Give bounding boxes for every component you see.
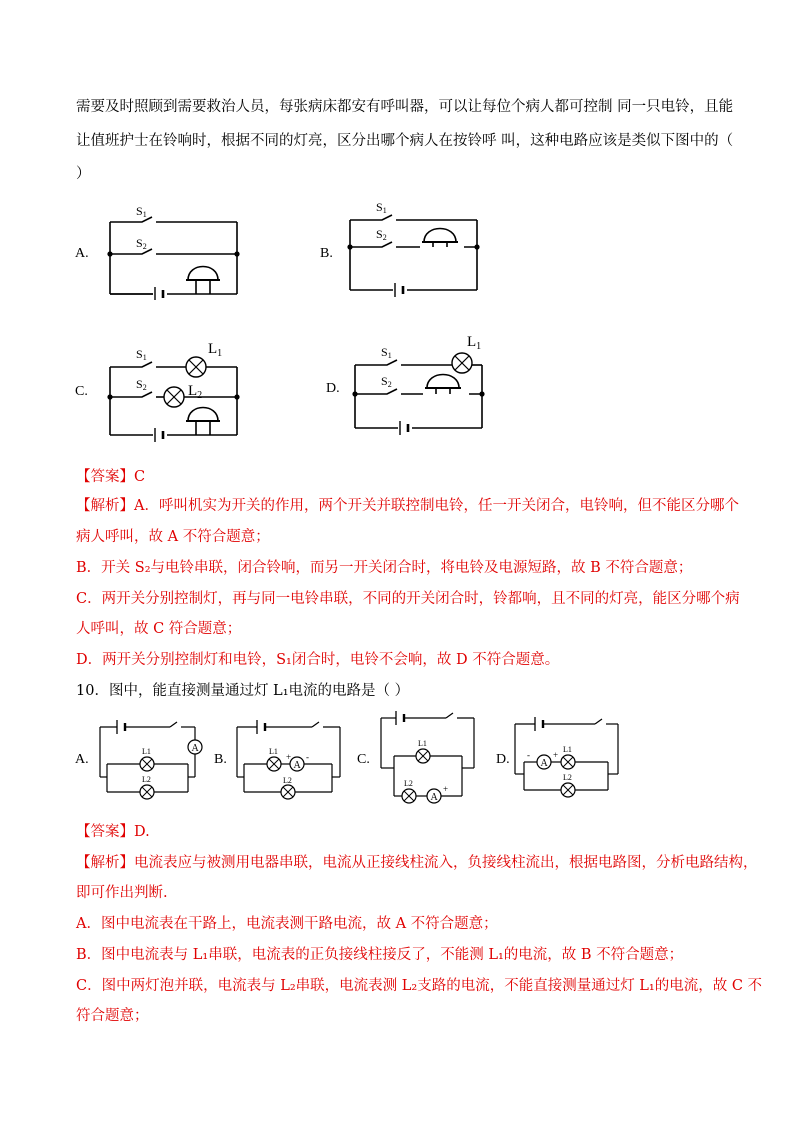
option-label-a: A. [75, 752, 89, 767]
option-label-a: A. [75, 246, 89, 261]
lamp-l2-label: L2 [404, 779, 413, 788]
ammeter-label: A [430, 792, 438, 803]
minus-terminal: - [527, 750, 530, 760]
analysis-line: B．开关 S₂与电铃串联，闭合铃响，而另一开关闭合时，将电铃及电源短路，故 B 不符合题意； [76, 560, 693, 576]
lamp-l2-label: L2 [563, 773, 572, 782]
option-label-b: B. [214, 752, 227, 767]
option-label-d: D. [326, 381, 340, 396]
circuit-diagram-b [340, 195, 490, 300]
ammeter-label: A [293, 760, 301, 771]
circuit-diagram-10a [95, 712, 215, 812]
circuit-diagram-a [100, 200, 250, 300]
analysis-line: 符合题意； [76, 1008, 149, 1024]
analysis-line: 病人呼叫，故 A 不符合题意； [76, 529, 270, 545]
circuit-diagram-10c [376, 706, 486, 811]
plus-terminal: + [553, 750, 559, 760]
plus-terminal: + [286, 752, 292, 762]
circuit-diagram-c [100, 335, 250, 445]
answer-text: 【答案】D. [76, 824, 150, 840]
analysis-line: D．两开关分别控制灯和电铃，S₁闭合时，电铃不会响，故 D 不符合题意。 [76, 652, 560, 668]
analysis-line: 人呼叫，故 C 符合题意； [76, 621, 242, 637]
option-label-c: C. [357, 752, 370, 767]
lamp-l2-label: L2 [142, 775, 151, 784]
circuit-diagram-d [345, 330, 495, 440]
option-label-d: D. [496, 752, 510, 767]
analysis-line: A．图中电流表在干路上，电流表测干路电流，故 A 不符合题意； [76, 916, 498, 932]
question-text-line: 需要及时照顾到需要救治人员，每张病床都安有呼叫器，可以让每位个病人都可控制 同一只电铃，且能 [76, 99, 734, 115]
lamp-l1-label: L1 [142, 747, 151, 756]
switch-s1-label: S1 [381, 345, 392, 360]
question-text-line: 让值班护士在铃响时，根据不同的灯亮，区分出哪个病人在按铃呼 叫，这种电路应该是类似下图中的（ [76, 133, 734, 149]
analysis-line: 【解析】电流表应与被测用电器串联，电流从正接线柱流入，负接线柱流出，根据电路图，分析电路结构， [76, 855, 758, 871]
plus-terminal: + [443, 784, 449, 794]
ammeter-label: A [191, 743, 199, 754]
switch-s2-label: S2 [381, 374, 392, 389]
question-10-text: 10．图中，能直接测量通过灯 L₁电流的电路是（ ） [76, 683, 410, 699]
lamp-l1-label: $L_1$ [208, 341, 223, 359]
question-text-line: ） [76, 166, 91, 182]
switch-s2-label: S2 [136, 377, 147, 392]
switch-s1-label: S1 [136, 204, 147, 219]
answer-text: 【答案】C [76, 469, 146, 485]
lamp-l1-label: L1 [563, 745, 572, 754]
lamp-l2-label: $L_2$ [188, 383, 203, 401]
analysis-line: B．图中电流表与 L₁串联，电流表的正负接线柱接反了，不能测 L₁的电流，故 B 不符合题意； [76, 947, 684, 963]
lamp-l1-label: $L_1$ [467, 334, 482, 352]
lamp-l1-label: L1 [269, 747, 278, 756]
lamp-l1-label: L1 [418, 739, 427, 748]
analysis-line: C．图中两灯泡并联，电流表与 L₂串联，电流表测 L₂支路的电流，不能直接测量通过灯 L₁的电流，故 C 不 [76, 978, 763, 994]
analysis-line: 【解析】A．呼叫机实为开关的作用，两个开关并联控制电铃，任一开关闭合，电铃响，但不能区分哪个 [76, 498, 739, 514]
analysis-line: 即可作出判断. [76, 885, 168, 901]
switch-s1-label: S1 [136, 347, 147, 362]
ammeter-label: A [540, 758, 548, 769]
circuit-diagram-10b [232, 712, 352, 812]
circuit-diagram-10d [510, 710, 630, 810]
lamp-l2-label: L2 [283, 776, 292, 785]
option-label-b: B. [320, 246, 333, 261]
switch-s1-label: S1 [376, 200, 387, 215]
switch-s2-label: S2 [376, 227, 387, 242]
option-label-c: C. [75, 384, 88, 399]
minus-terminal: - [306, 752, 309, 762]
analysis-line: C．两开关分别控制灯，再与同一电铃串联，不同的开关闭合时，铃都响，且不同的灯亮，能区分哪个病 [76, 591, 740, 607]
switch-s2-label: S2 [136, 236, 147, 251]
